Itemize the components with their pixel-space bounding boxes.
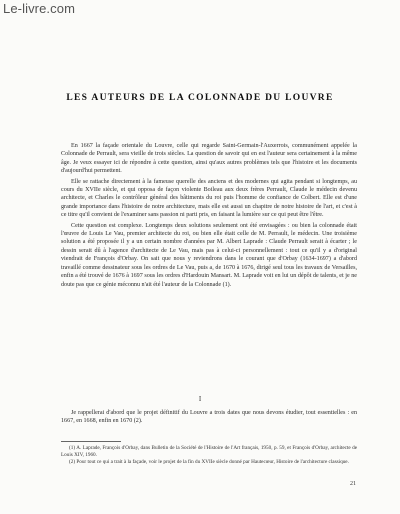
paragraph-2: Elle se rattache directement à la fameuse querelle des anciens et des modernes qui agita pendant si longtemps, au cours du XVIIe siècle, et qui opposa de façon violente Boileau aux deux frères Perrault, Claude le médecin devenu architecte, et Charles le contrôleur général des bâtiments du roi puis l'homme de confiance de Colbert. Elle est d'une grande importance dans l'histoire de notre architecture, mais elle est aussi un chapitre de notre histoire de l'art, et c'est à ce titre qu'il convient de l'examiner sans passion ni parti pris, en faisant la lumière sur ce qui peut être l'être. (61, 178, 357, 219)
page-title: LES AUTEURS DE LA COLONNADE DU LOUVRE (66, 93, 334, 103)
body-text (61, 142, 357, 289)
section-marker: I (198, 395, 202, 403)
footnote-divider (61, 441, 121, 442)
footnotes (61, 445, 357, 467)
paragraph-1: En 1667 la façade orientale du Louvre, celle qui regarde Saint-Germain-l'Auxerrois, communément appelée la Colonnade de Perrault, sera vieille de trois siècles. La question de savoir qui en est l'auteur sera certainement à la même âge. Je veux essayer ici de répondre à cette question, ainsi qu'aux autres problèmes tels que l'histoire et les documents d'aujourd'hui permettent. (61, 143, 357, 175)
section-text (61, 409, 357, 425)
paragraph-3: Cette question est complexe. Longtemps deux solutions seulement ont été envisagées : ou bien la colonnade était l'œuvre de Louis Le Vau, premier architecte du roi, ou bien elle était celle de M. Perrault, le médecin. Une troisième solution a été proposée il y a un certain nombre d'années par M. Albert Laprade : Claude Perrault serait à écarter ; le dessin serait dû à l'agence d'architecte de Le Vau, mais pas à celui-ci personnellement : tout ce qu'il y a d'original viendrait de François d'Orbay. On sait que nous y reviendrons dans le courant que d'Orbay (1634-1697) a d'abord travaillé comme dessinateur sous les ordres de Le Vau, puis a, de 1670 à 1676, dirigé seul tous les travaux de Versailles, enfin a été trouvé de 1676 à 1697 sous les ordres d'Hardouin Mansart. M. Laprade voit en lui un dépôt de talents, et je ne doute pas que ce génie méconnu n'ait été l'auteur de la Colonnade (1). (61, 222, 357, 288)
footnote-1: (1) A. Laprade, François d'Orbay, dans Bulletin de la Société de l'Histoire de l'Art français, 1950, p. 59, et François d'Orbay, architecte de Louis XIV, 1960. (61, 445, 357, 459)
page-number: 21 (350, 481, 356, 487)
footnote-2: (2) Pour tout ce qui a trait à la façade, voir le projet de la fin du XVIIe siècle donné par Hautecœur, Histoire de l'architecture classique. (69, 459, 349, 466)
watermark: Le-livre.com (3, 1, 75, 16)
section-paragraph: Je rappellerai d'abord que le projet définitif du Louvre a trois dates que nous devons étudier, tout essentielles : en 1667, en 1668, enfin en 1670 (2). (61, 410, 357, 425)
